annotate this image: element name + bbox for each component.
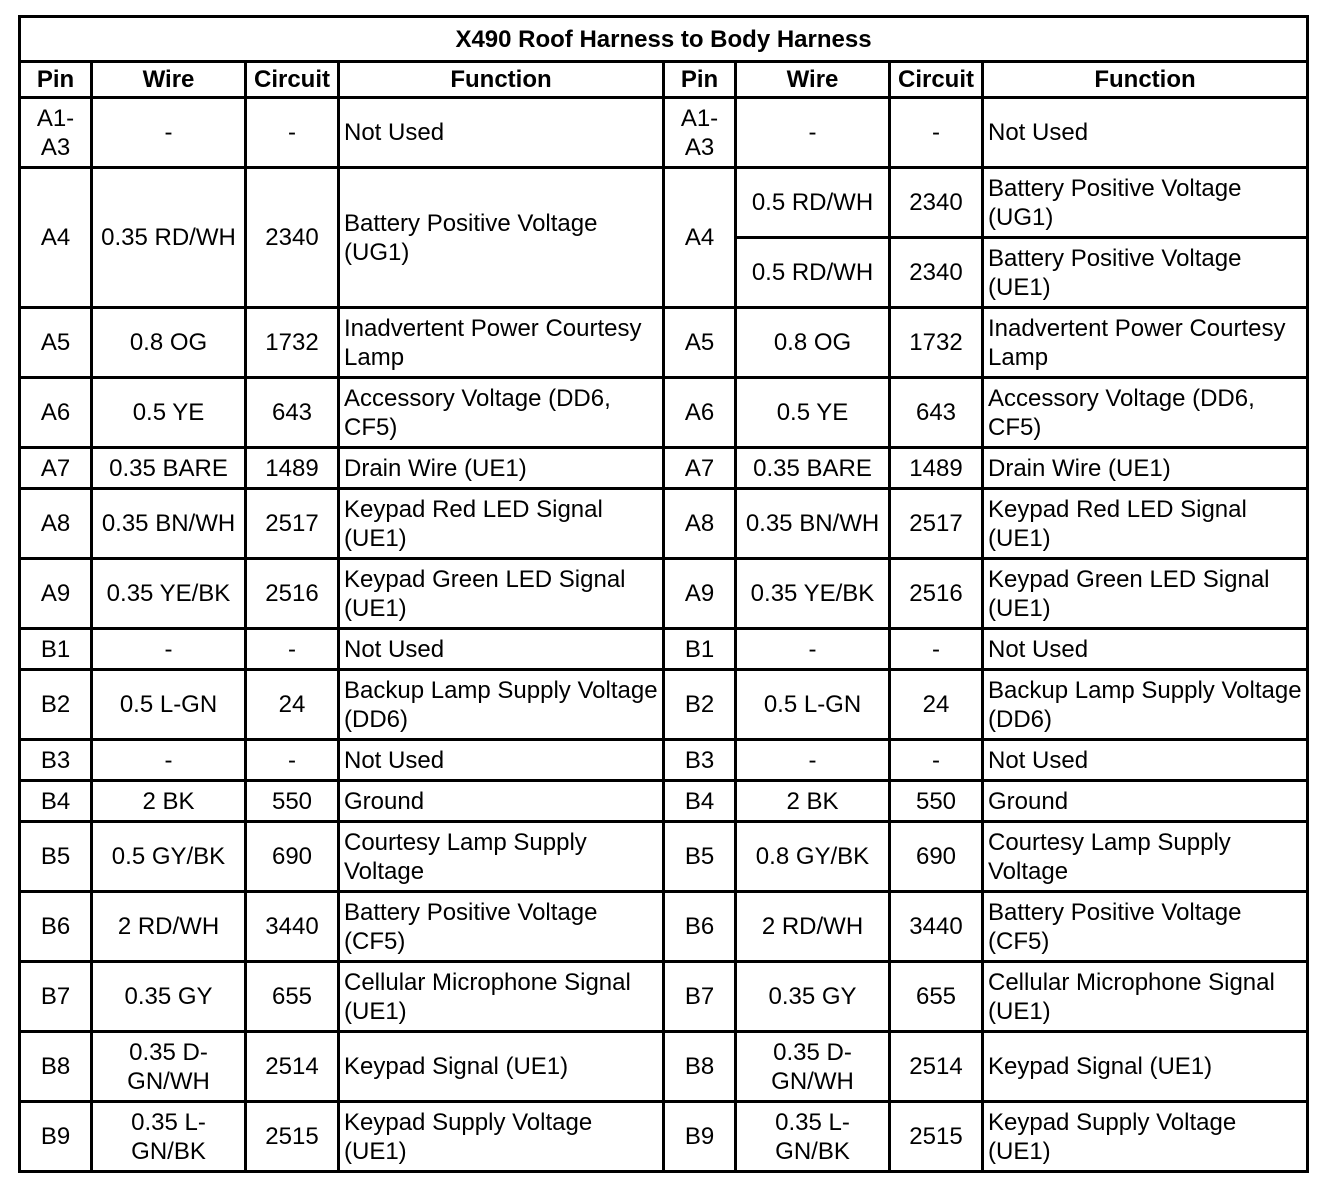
right-circuit-cell: 550 [890,781,983,822]
left-pin-cell: B4 [20,781,92,822]
right-wire-cell: - [736,98,890,168]
header-wire: Wire [736,62,890,98]
right-function-cell: Inadvertent Power Courtesy Lamp [983,308,1308,378]
right-wire-cell: 0.8 GY/BK [736,822,890,892]
left-function-cell: Keypad Signal (UE1) [339,1032,664,1102]
left-pin-cell: A1-A3 [20,98,92,168]
right-pin-cell: B3 [664,740,736,781]
left-wire-cell: - [92,740,246,781]
right-circuit-cell: 655 [890,962,983,1032]
right-wire-cell: 0.35 L-GN/BK [736,1102,890,1172]
left-pin-cell: A9 [20,559,92,629]
right-function-cell: Backup Lamp Supply Voltage (DD6) [983,670,1308,740]
header-pin: Pin [664,62,736,98]
left-pin-cell: B2 [20,670,92,740]
left-wire-cell: 0.8 OG [92,308,246,378]
right-wire-cell: 0.5 YE [736,378,890,448]
right-pin-cell: B7 [664,962,736,1032]
left-circuit-cell: 690 [246,822,339,892]
left-wire-cell: 0.35 BARE [92,448,246,489]
left-wire-cell: 0.5 L-GN [92,670,246,740]
left-circuit-cell: 2516 [246,559,339,629]
right-pin-cell: B6 [664,892,736,962]
left-wire-cell: 0.35 BN/WH [92,489,246,559]
left-wire-cell: 0.35 RD/WH [92,168,246,308]
left-pin-cell: B8 [20,1032,92,1102]
left-function-cell: Accessory Voltage (DD6, CF5) [339,378,664,448]
right-circuit-cell: 24 [890,670,983,740]
header-function: Function [339,62,664,98]
right-pin-cell: A5 [664,308,736,378]
left-wire-cell: 0.35 D-GN/WH [92,1032,246,1102]
table-row [20,822,1308,892]
table-row [20,740,1308,781]
right-wire-cell: 0.5 RD/WH [736,168,890,238]
right-function-cell: Not Used [983,629,1308,670]
left-function-cell: Battery Positive Voltage (CF5) [339,892,664,962]
table-title: X490 Roof Harness to Body Harness [20,17,1308,62]
table-row [20,98,1308,168]
right-circuit-cell: 2514 [890,1032,983,1102]
right-wire-cell: 0.5 L-GN [736,670,890,740]
right-function-cell: Keypad Signal (UE1) [983,1032,1308,1102]
left-circuit-cell: - [246,629,339,670]
left-function-cell: Not Used [339,98,664,168]
right-function-cell: Keypad Green LED Signal (UE1) [983,559,1308,629]
left-function-cell: Battery Positive Voltage (UG1) [339,168,664,308]
right-function-cell: Not Used [983,98,1308,168]
right-pin-cell: B2 [664,670,736,740]
right-wire-cell: 0.35 GY [736,962,890,1032]
right-function-cell: Cellular Microphone Signal (UE1) [983,962,1308,1032]
left-circuit-cell: 643 [246,378,339,448]
left-pin-cell: A5 [20,308,92,378]
right-pin-cell: B9 [664,1102,736,1172]
left-circuit-cell: 1732 [246,308,339,378]
left-function-cell: Backup Lamp Supply Voltage (DD6) [339,670,664,740]
right-function-cell: Keypad Red LED Signal (UE1) [983,489,1308,559]
left-function-cell: Courtesy Lamp Supply Voltage [339,822,664,892]
left-circuit-cell: - [246,740,339,781]
right-circuit-cell: - [890,740,983,781]
left-pin-cell: B1 [20,629,92,670]
left-function-cell: Not Used [339,629,664,670]
table-row [20,308,1308,378]
left-wire-cell: 2 RD/WH [92,892,246,962]
left-circuit-cell: 2515 [246,1102,339,1172]
right-wire-cell: 0.8 OG [736,308,890,378]
right-pin-cell: A6 [664,378,736,448]
table-row [20,629,1308,670]
right-function-cell: Not Used [983,740,1308,781]
left-function-cell: Drain Wire (UE1) [339,448,664,489]
right-pin-cell: A7 [664,448,736,489]
header-circuit: Circuit [890,62,983,98]
table-row [20,489,1308,559]
right-function-cell: Accessory Voltage (DD6, CF5) [983,378,1308,448]
right-function-cell: Ground [983,781,1308,822]
right-circuit-cell: 2515 [890,1102,983,1172]
left-circuit-cell: 1489 [246,448,339,489]
right-wire-cell: 0.5 RD/WH [736,238,890,308]
left-circuit-cell: 2514 [246,1032,339,1102]
right-function-cell: Battery Positive Voltage (UG1) [983,168,1308,238]
left-pin-cell: B6 [20,892,92,962]
right-circuit-cell: 2517 [890,489,983,559]
right-pin-cell: A9 [664,559,736,629]
table-row [20,670,1308,740]
right-wire-cell: 0.35 YE/BK [736,559,890,629]
left-function-cell: Inadvertent Power Courtesy Lamp [339,308,664,378]
left-wire-cell: 0.35 YE/BK [92,559,246,629]
left-circuit-cell: 2340 [246,168,339,308]
left-wire-cell: 0.5 YE [92,378,246,448]
right-wire-cell: 0.35 BN/WH [736,489,890,559]
header-function: Function [983,62,1308,98]
header-row [20,62,1308,98]
header-circuit: Circuit [246,62,339,98]
right-circuit-cell: 2340 [890,168,983,238]
right-pin-cell: B5 [664,822,736,892]
right-wire-cell: 0.35 D-GN/WH [736,1032,890,1102]
left-pin-cell: B9 [20,1102,92,1172]
left-circuit-cell: 2517 [246,489,339,559]
left-wire-cell: - [92,629,246,670]
right-function-cell: Battery Positive Voltage (CF5) [983,892,1308,962]
left-pin-cell: B5 [20,822,92,892]
left-function-cell: Ground [339,781,664,822]
connector-table [18,15,1309,1173]
left-function-cell: Not Used [339,740,664,781]
table-row [20,1032,1308,1102]
left-pin-cell: A7 [20,448,92,489]
header-pin: Pin [20,62,92,98]
table-row [20,892,1308,962]
right-function-cell: Drain Wire (UE1) [983,448,1308,489]
left-function-cell: Keypad Green LED Signal (UE1) [339,559,664,629]
right-wire-cell: - [736,740,890,781]
right-pin-cell: A4 [664,168,736,308]
left-circuit-cell: 655 [246,962,339,1032]
left-circuit-cell: - [246,98,339,168]
right-function-cell: Keypad Supply Voltage (UE1) [983,1102,1308,1172]
left-wire-cell: 2 BK [92,781,246,822]
right-circuit-cell: 2340 [890,238,983,308]
right-pin-cell: B8 [664,1032,736,1102]
left-function-cell: Cellular Microphone Signal (UE1) [339,962,664,1032]
left-wire-cell: 0.35 GY [92,962,246,1032]
right-circuit-cell: 1489 [890,448,983,489]
right-wire-cell: 2 BK [736,781,890,822]
table-row [20,448,1308,489]
right-circuit-cell: - [890,629,983,670]
right-wire-cell: 0.35 BARE [736,448,890,489]
left-pin-cell: A4 [20,168,92,308]
right-circuit-cell: 3440 [890,892,983,962]
left-circuit-cell: 3440 [246,892,339,962]
table-row [20,559,1308,629]
left-function-cell: Keypad Red LED Signal (UE1) [339,489,664,559]
left-wire-cell: 0.5 GY/BK [92,822,246,892]
left-pin-cell: A6 [20,378,92,448]
right-pin-cell: A1-A3 [664,98,736,168]
right-wire-cell: 2 RD/WH [736,892,890,962]
right-circuit-cell: - [890,98,983,168]
table-row [20,781,1308,822]
left-circuit-cell: 550 [246,781,339,822]
header-wire: Wire [92,62,246,98]
left-wire-cell: 0.35 L-GN/BK [92,1102,246,1172]
right-pin-cell: B1 [664,629,736,670]
left-function-cell: Keypad Supply Voltage (UE1) [339,1102,664,1172]
right-circuit-cell: 2516 [890,559,983,629]
right-circuit-cell: 643 [890,378,983,448]
table-row [20,168,1308,238]
left-wire-cell: - [92,98,246,168]
table-row [20,1102,1308,1172]
right-pin-cell: B4 [664,781,736,822]
right-function-cell: Battery Positive Voltage (UE1) [983,238,1308,308]
right-circuit-cell: 1732 [890,308,983,378]
right-wire-cell: - [736,629,890,670]
table-row [20,962,1308,1032]
left-pin-cell: A8 [20,489,92,559]
right-function-cell: Courtesy Lamp Supply Voltage [983,822,1308,892]
table-row [20,378,1308,448]
left-circuit-cell: 24 [246,670,339,740]
right-pin-cell: A8 [664,489,736,559]
left-pin-cell: B3 [20,740,92,781]
left-pin-cell: B7 [20,962,92,1032]
right-circuit-cell: 690 [890,822,983,892]
